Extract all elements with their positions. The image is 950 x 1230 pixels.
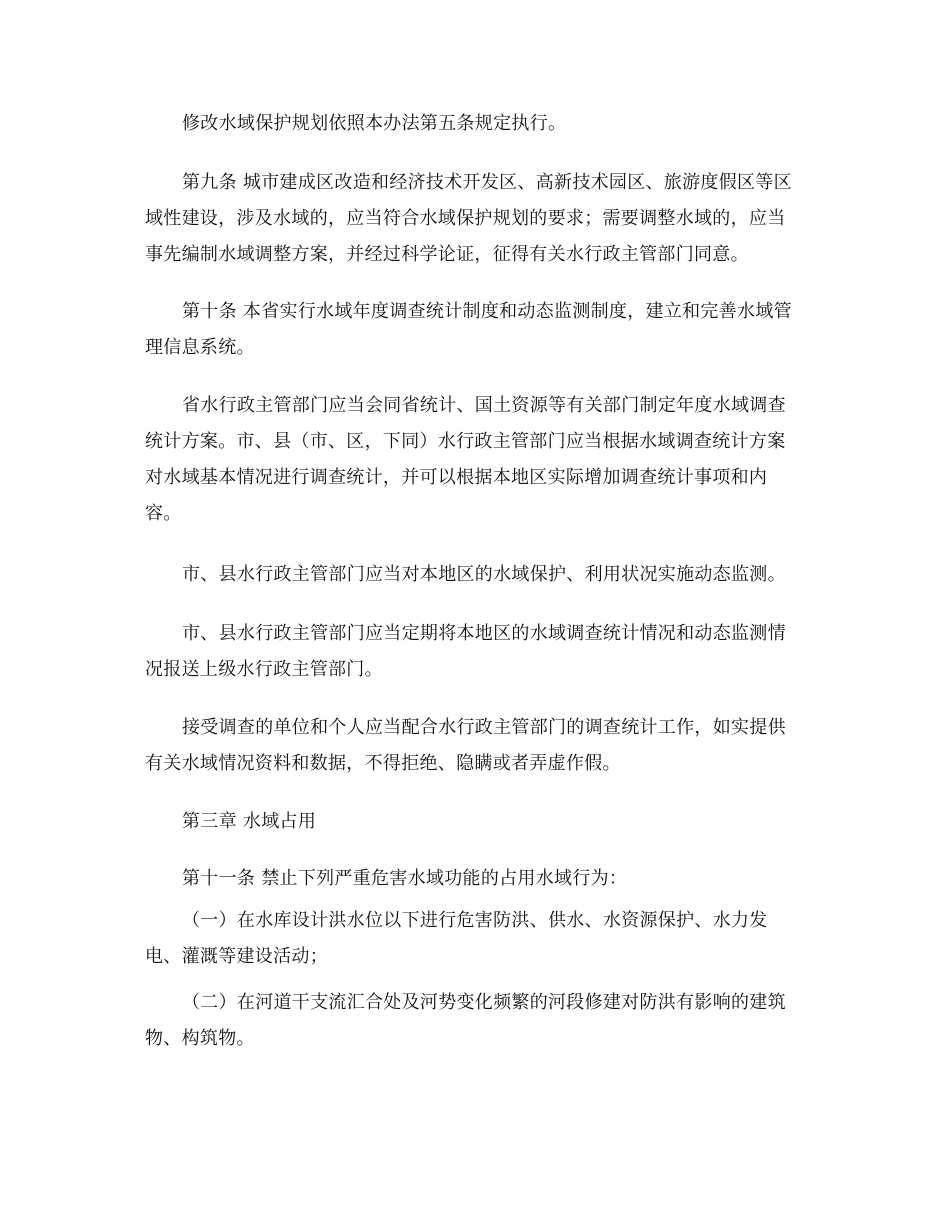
text-line: 理信息系统。 xyxy=(145,337,255,358)
text-line: 域性建设，涉及水域的，应当符合水域保护规划的要求；需要调整水域的，应当 xyxy=(145,208,786,229)
text-line: 接受调查的单位和个人应当配合水行政主管部门的调查统计工作，如实提供 xyxy=(182,717,786,738)
paragraph xyxy=(145,616,805,688)
paragraph xyxy=(145,557,805,593)
text-line: （一）在水库设计洪水位以下进行危害防洪、供水、水资源保护、水力发 xyxy=(182,910,768,931)
text-line: 容。 xyxy=(145,503,182,524)
text-line: 第九条 城市建成区改造和经济技术开发区、高新技术园区、旅游度假区等区 xyxy=(182,172,792,193)
chapter-heading xyxy=(145,804,805,840)
paragraph-article-11 xyxy=(145,861,805,897)
paragraph xyxy=(145,388,805,532)
text-line: 物、构筑物。 xyxy=(145,1028,255,1049)
text-line: 况报送上级水行政主管部门。 xyxy=(145,659,383,680)
list-item xyxy=(145,903,805,975)
text-line: 事先编制水域调整方案，并经过科学论证，征得有关水行政主管部门同意。 xyxy=(145,244,749,265)
text-line: 第十一条 禁止下列严重危害水域功能的占用水域行为： xyxy=(182,868,628,889)
text-line: 第三章 水域占用 xyxy=(182,811,317,832)
paragraph-article-9 xyxy=(145,165,805,273)
text-line: 市、县水行政主管部门应当对本地区的水域保护、利用状况实施动态监测。 xyxy=(182,564,786,585)
text-line: 对水域基本情况进行调查统计，并可以根据本地区实际增加调查统计事项和内 xyxy=(145,467,768,488)
list-item xyxy=(145,985,805,1057)
text-line: 电、灌溉等建设活动； xyxy=(145,946,328,967)
text-line: 修改水域保护规划依照本办法第五条规定执行。 xyxy=(182,113,567,134)
paragraph-article-10 xyxy=(145,294,805,366)
text-line: 有关水域情况资料和数据，不得拒绝、隐瞒或者弄虚作假。 xyxy=(145,753,621,774)
text-line: 统计方案。市、县（市、区，下同）水行政主管部门应当根据水域调查统计方案 xyxy=(145,431,786,452)
text-line: 第十条 本省实行水域年度调查统计制度和动态监测制度，建立和完善水域管 xyxy=(182,301,792,322)
text-line: 市、县水行政主管部门应当定期将本地区的水域调查统计情况和动态监测情 xyxy=(182,623,786,644)
text-line: （二）在河道干支流汇合处及河势变化频繁的河段修建对防洪有影响的建筑 xyxy=(182,992,786,1013)
paragraph xyxy=(145,106,805,142)
text-line: 省水行政主管部门应当会同省统计、国土资源等有关部门制定年度水域调查 xyxy=(182,395,786,416)
paragraph xyxy=(145,710,805,782)
